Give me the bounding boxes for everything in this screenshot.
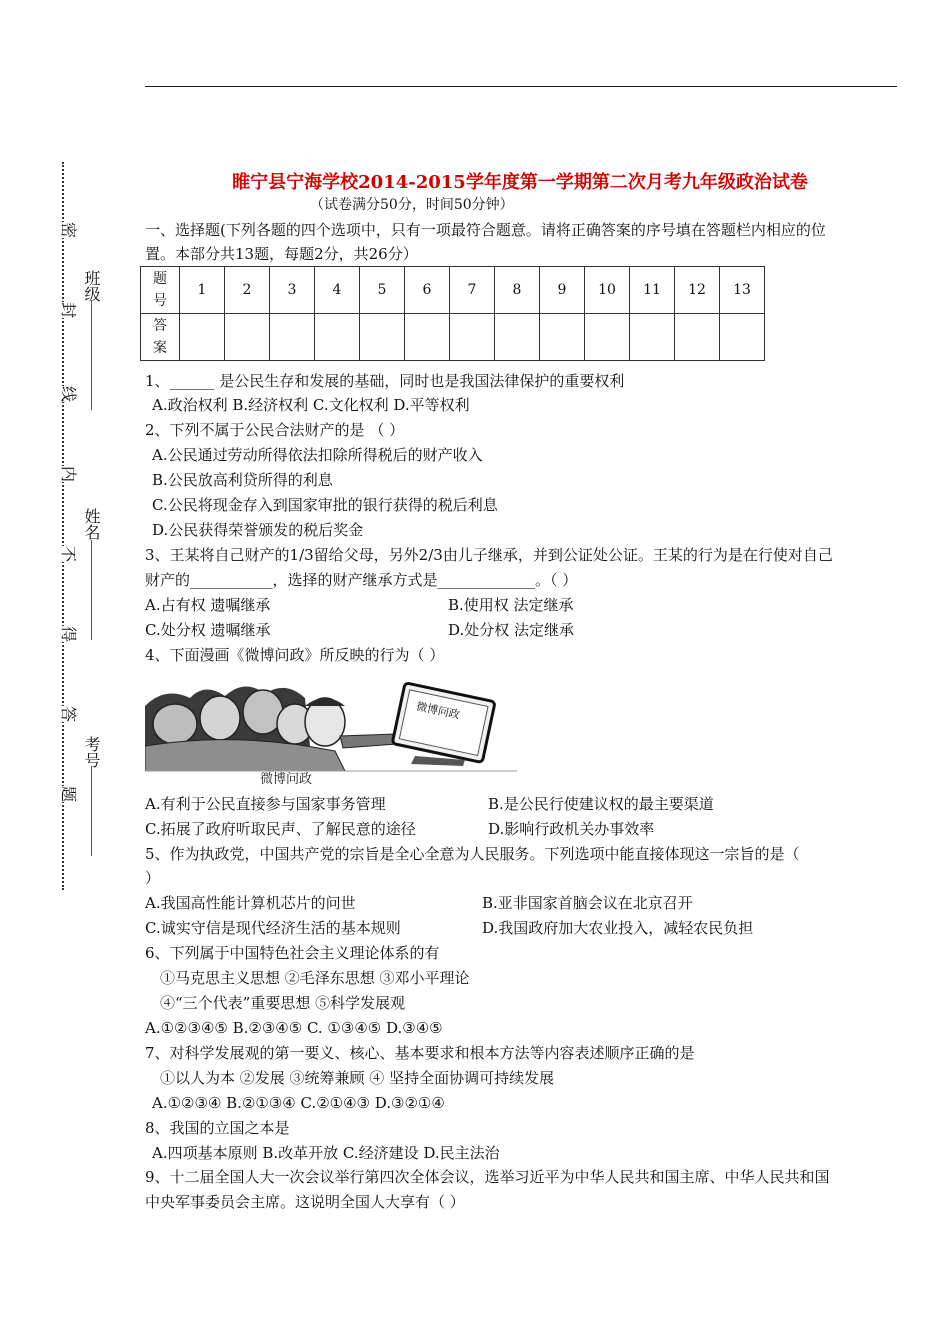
table-header-cell: 题 号 <box>141 267 180 314</box>
question-4-option-c: C.拓展了政府听取民声、了解民意的途径 <box>145 820 416 838</box>
question-number-cell: 12 <box>675 267 720 314</box>
question-9-stem: 9、十二届全国人大一次会议举行第四次全体会议，选举习近平为中华人民共和国主席、中华人民共和国 <box>145 1168 830 1186</box>
question-6-options: A.①②③④⑤ B.②③④⑤ C. ①③④⑤ D.③④⑤ <box>145 1019 443 1037</box>
question-number-cell: 2 <box>225 267 270 314</box>
answer-cell[interactable] <box>450 314 495 361</box>
question-4-stem: 4、下面漫画《微博问政》所反映的行为（ ） <box>145 646 445 664</box>
answer-cell[interactable] <box>270 314 315 361</box>
answer-cell[interactable] <box>315 314 360 361</box>
exam-number-field-line <box>91 766 92 856</box>
answer-cell[interactable] <box>495 314 540 361</box>
seal-char: 封 <box>59 302 78 319</box>
question-5-option-c: C.诚实守信是现代经济生活的基本规则 <box>145 919 401 937</box>
question-5-option-a: A.我国高性能计算机芯片的问世 <box>145 894 356 912</box>
seal-char: 密 <box>59 222 78 239</box>
question-3-stem: 财产的___________，选择的财产继承方式是_____________。（ ） <box>145 571 578 589</box>
question-1-stem: 1、______ 是公民生存和发展的基础，同时也是我国法律保护的重要权利 <box>145 372 625 390</box>
header-rule <box>145 86 897 87</box>
answer-table-number-row <box>141 267 765 314</box>
question-2-option-c: C.公民将现金存入到国家审批的银行获得的税后利息 <box>152 496 498 514</box>
answer-cell[interactable] <box>720 314 765 361</box>
answer-cell[interactable] <box>540 314 585 361</box>
answer-cell[interactable] <box>405 314 450 361</box>
answer-table <box>140 266 765 361</box>
question-2-option-a: A.公民通过劳动所得依法扣除所得税后的财产收入 <box>152 446 483 464</box>
question-4-option-a: A.有利于公民直接参与国家事务管理 <box>145 795 386 813</box>
question-6-stem: 6、下列属于中国特色社会主义理论体系的有 <box>145 944 440 962</box>
exam-number-label: 考号 <box>82 736 101 768</box>
section-instructions: 一、选择题(下列各题的四个选项中，只有一项最符合题意。请将正确答案的序号填在答题栏内相应的位 <box>145 221 826 239</box>
seal-char: 题 <box>59 786 78 803</box>
question-3-option-a: A.占有权 遗嘱继承 <box>145 596 271 614</box>
question-number-cell: 4 <box>315 267 360 314</box>
question-number-cell: 7 <box>450 267 495 314</box>
name-label: 姓名 <box>82 508 101 540</box>
question-7-items: ①以人为本 ②发展 ③统筹兼顾 ④ 坚持全面协调可持续发展 <box>160 1069 555 1087</box>
question-5-option-b: B.亚非国家首脑会议在北京召开 <box>482 894 693 912</box>
seal-char: 内 <box>59 466 78 483</box>
seal-char: 不 <box>59 546 78 563</box>
weibo-cartoon-image <box>145 676 517 786</box>
answer-table-answer-row <box>141 314 765 361</box>
question-3-option-d: D.处分权 法定继承 <box>448 621 575 639</box>
answer-cell[interactable] <box>585 314 630 361</box>
question-3-option-c: C.处分权 遗嘱继承 <box>145 621 271 639</box>
question-number-cell: 5 <box>360 267 405 314</box>
question-8-stem: 8、我国的立国之本是 <box>145 1119 290 1137</box>
question-5-option-d: D.我国政府加大农业投入，减轻农民负担 <box>482 919 754 937</box>
question-number-cell: 6 <box>405 267 450 314</box>
question-8-options: A.四项基本原则 B.改革开放 C.经济建设 D.民主法治 <box>152 1144 500 1162</box>
seal-dotted-line <box>62 162 64 890</box>
question-1-options: A.政治权利 B.经济权利 C.文化权利 D.平等权利 <box>152 396 470 414</box>
answer-cell[interactable] <box>675 314 720 361</box>
question-3-stem: 3、王某将自己财产的1/3留给父母，另外2/3由儿子继承，并到公证处公证。王某的行为是在行使对自己 <box>145 546 833 564</box>
question-5-stem: 5、作为执政党，中国共产党的宗旨是全心全意为人民服务。下列选项中能直接体现这一宗旨的是（ <box>145 845 800 863</box>
question-number-cell: 10 <box>585 267 630 314</box>
cartoon-caption: 微博问政 <box>260 772 313 786</box>
question-6-items: ④“三个代表”重要思想 ⑤科学发展观 <box>160 994 406 1012</box>
question-4-option-b: B.是公民行使建议权的最主要渠道 <box>488 795 714 813</box>
question-number-cell: 1 <box>180 267 225 314</box>
question-3-option-b: B.使用权 法定继承 <box>448 596 574 614</box>
question-number-cell: 11 <box>630 267 675 314</box>
question-2-option-b: B.公民放高利贷所得的利息 <box>152 471 333 489</box>
page-title: 睢宁县宁海学校2014-2015学年度第一学期第二次月考九年级政治试卷 <box>232 172 808 193</box>
question-2-option-d: D.公民获得荣誉颁发的税后奖金 <box>152 521 364 539</box>
question-9-stem: 中央军事委员会主席。这说明全国人大享有（ ） <box>145 1193 465 1211</box>
question-7-options: A.①②③④ B.②①③④ C.②①④③ D.③②①④ <box>152 1094 445 1112</box>
question-7-stem: 7、对科学发展观的第一要义、核心、基本要求和根本方法等内容表述顺序正确的是 <box>145 1044 695 1062</box>
table-header-cell: 答 案 <box>141 314 180 361</box>
class-field-line <box>91 300 92 410</box>
question-2-stem: 2、下列不属于公民合法财产的是 （ ） <box>145 421 405 439</box>
seal-char: 线 <box>59 386 78 403</box>
question-4-option-d: D.影响行政机关办事效率 <box>488 820 655 838</box>
class-label: 班级 <box>82 270 101 302</box>
question-number-cell: 13 <box>720 267 765 314</box>
question-6-items: ①马克思主义思想 ②毛泽东思想 ③邓小平理论 <box>160 969 470 987</box>
page-subtitle: （试卷满分50分，时间50分钟） <box>310 197 514 213</box>
question-number-cell: 9 <box>540 267 585 314</box>
section-instructions: 置。本部分共13题，每题2分，共26分） <box>145 245 418 263</box>
cartoon-screen-text: 微博问政 <box>415 699 461 722</box>
seal-char: 得 <box>59 626 78 643</box>
answer-cell[interactable] <box>180 314 225 361</box>
answer-cell[interactable] <box>225 314 270 361</box>
seal-char: 答 <box>59 706 78 723</box>
answer-cell[interactable] <box>630 314 675 361</box>
question-number-cell: 8 <box>495 267 540 314</box>
name-field-line <box>91 540 92 640</box>
question-5-stem: ） <box>145 869 161 887</box>
answer-cell[interactable] <box>360 314 405 361</box>
question-number-cell: 3 <box>270 267 315 314</box>
